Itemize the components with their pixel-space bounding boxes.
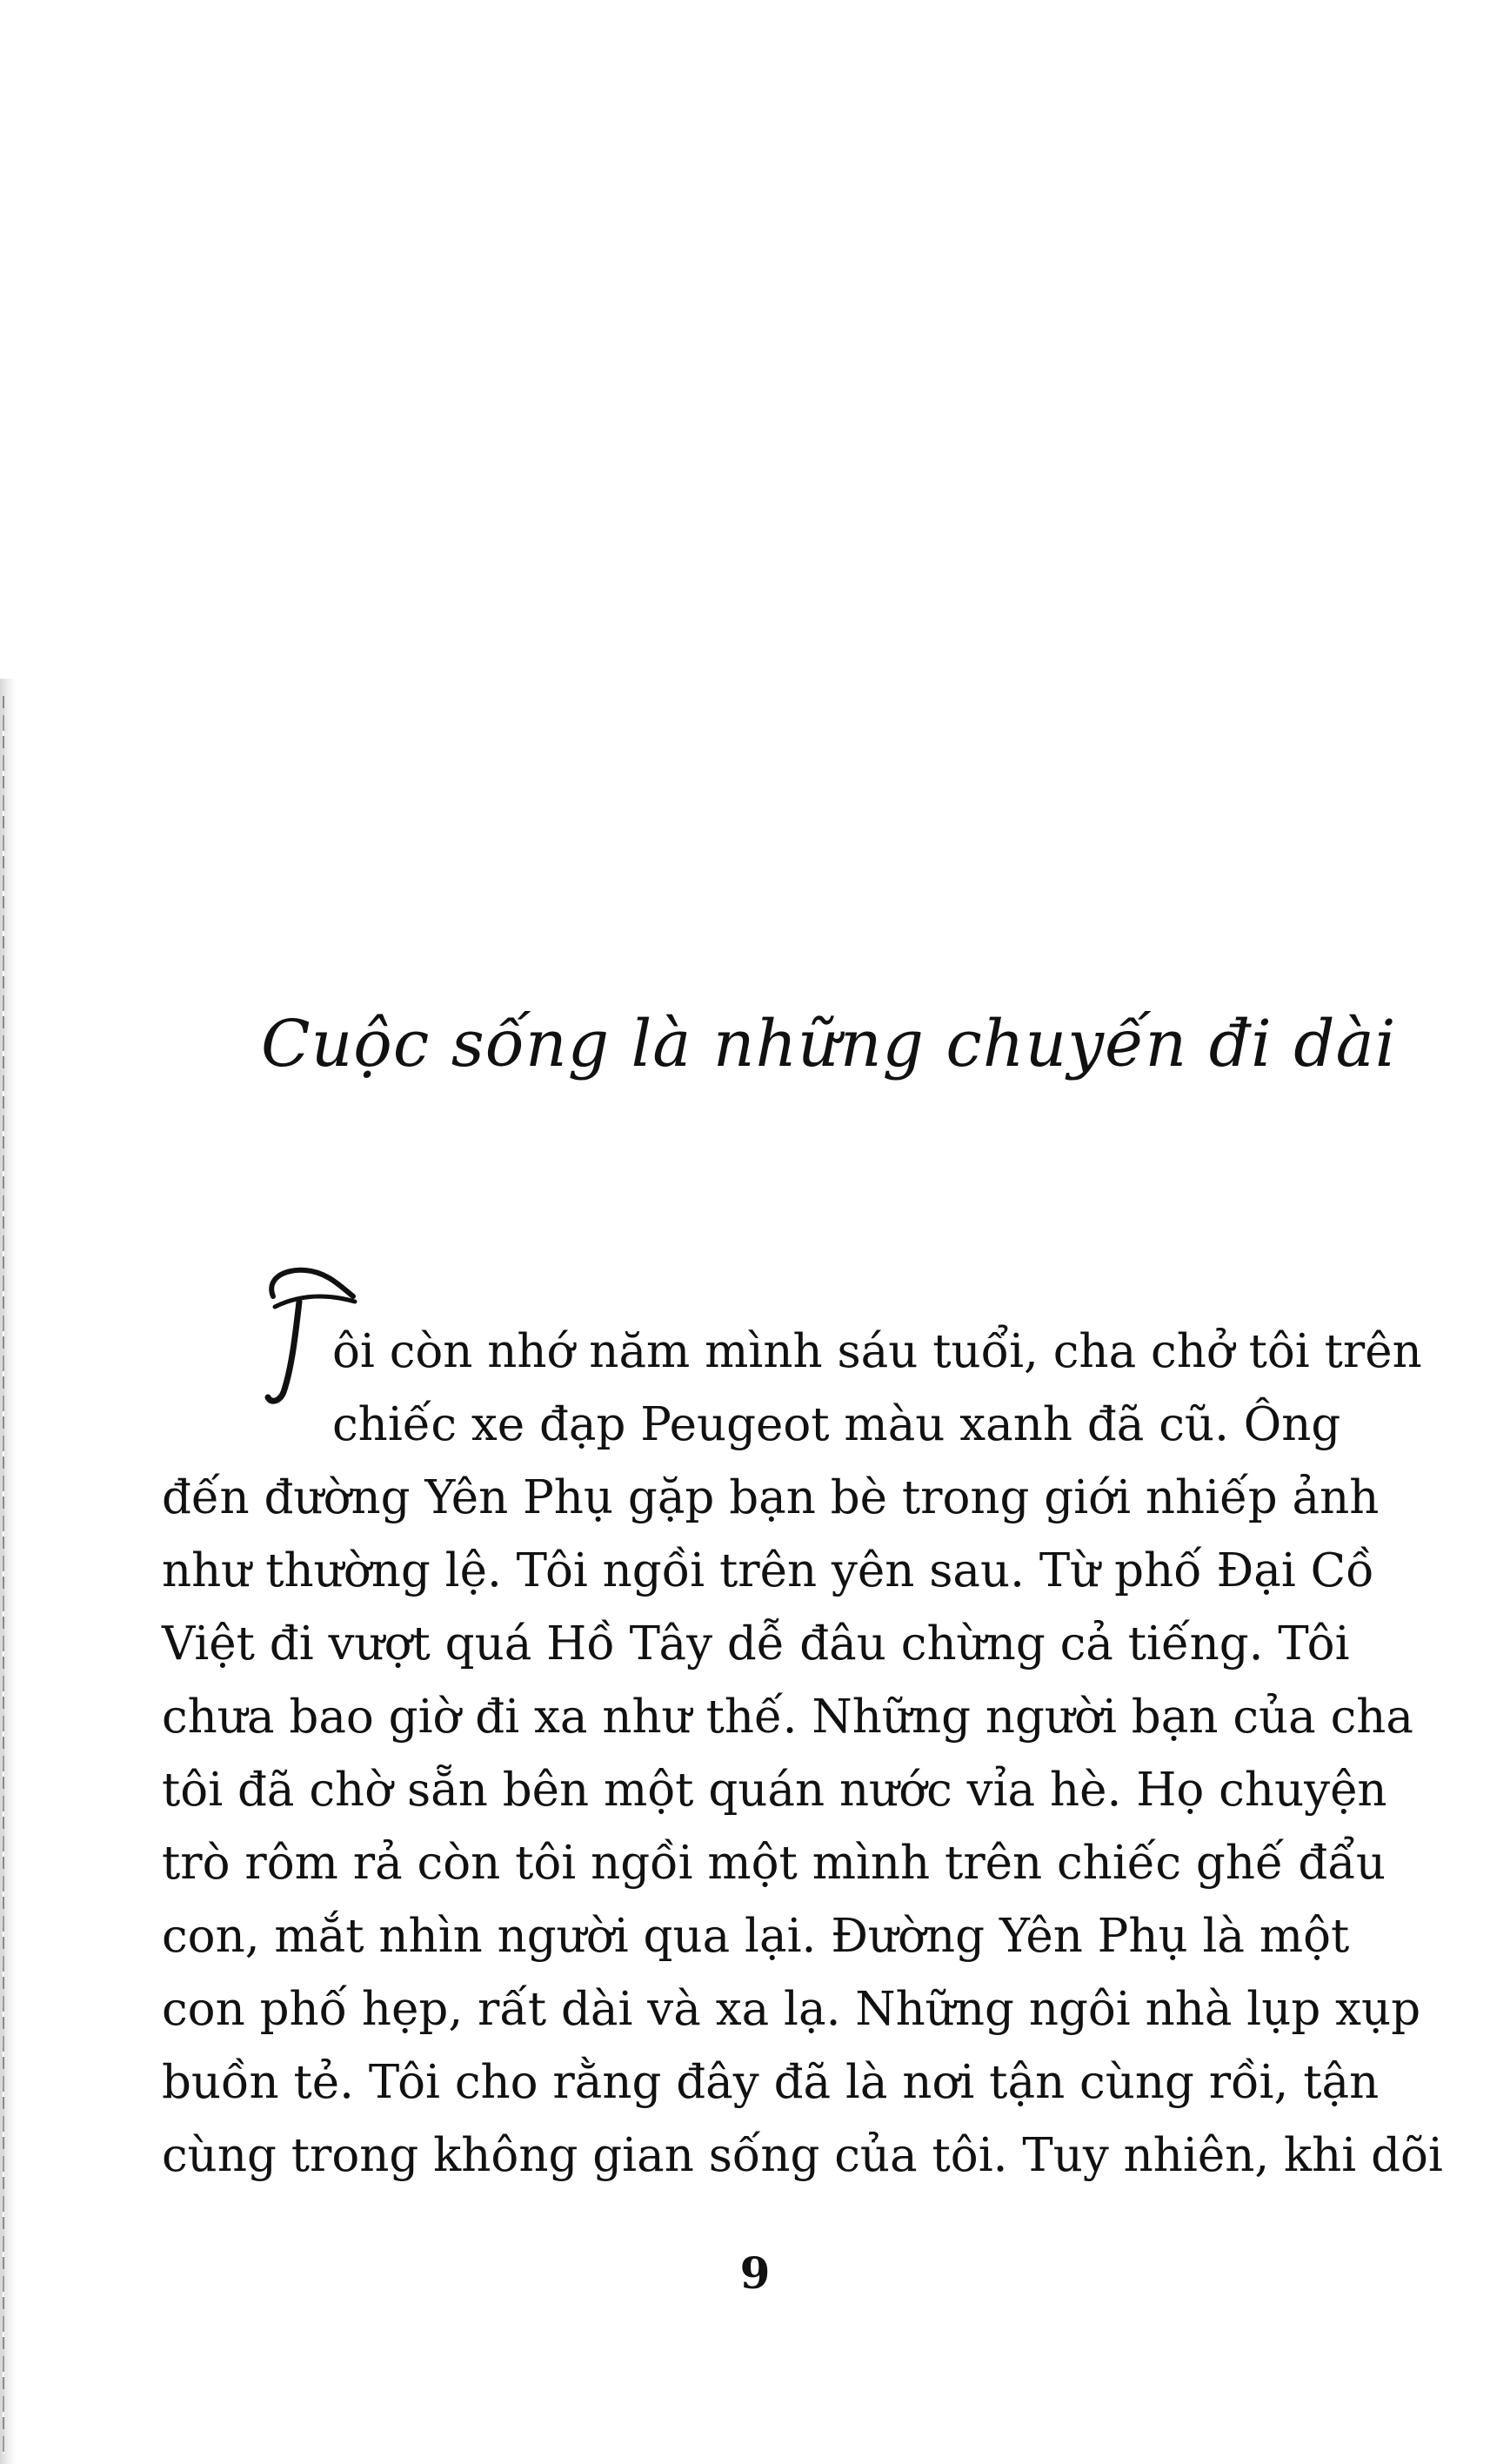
chapter-title: Cuộc sống là những chuyến đi dài xyxy=(261,1007,1397,1081)
text-line: buồn tẻ. Tôi cho rằng đây đã là nơi tận cùng rồi, tận xyxy=(162,2056,1380,2109)
text-line: trò rôm rả còn tôi ngồi một mình trên chiếc ghế đẩu xyxy=(162,1837,1386,1890)
text-line: tôi đã chờ sẵn bên một quán nước vỉa hè. Họ chuyện xyxy=(162,1764,1387,1817)
body-paragraph xyxy=(162,1316,1443,2193)
scan-gutter-edge xyxy=(3,696,4,2454)
text-line: con phố hẹp, rất dài và xa lạ. Những ngôi nhà lụp xụp xyxy=(162,1983,1421,2036)
text-line: con, mắt nhìn người qua lại. Đường Yên Phụ là một xyxy=(162,1910,1350,1963)
text-line: Việt đi vượt quá Hồ Tây dễ đâu chừng cả tiếng. Tôi xyxy=(162,1617,1350,1671)
text-line: ôi còn nhớ năm mình sáu tuổi, cha chở tôi trên xyxy=(332,1325,1422,1378)
text-line: chưa bao giờ đi xa như thế. Những người bạn của cha xyxy=(162,1691,1413,1744)
text-line: như thường lệ. Tôi ngồi trên yên sau. Từ phố Đại Cồ xyxy=(162,1544,1374,1597)
text-line: chiếc xe đạp Peugeot màu xanh đã cũ. Ông xyxy=(332,1398,1341,1451)
page-number: 9 xyxy=(739,2247,771,2299)
text-line: cùng trong không gian sống của tôi. Tuy nhiên, khi dõi xyxy=(162,2129,1443,2182)
text-line: đến đường Yên Phụ gặp bạn bè trong giới nhiếp ảnh xyxy=(162,1471,1380,1524)
